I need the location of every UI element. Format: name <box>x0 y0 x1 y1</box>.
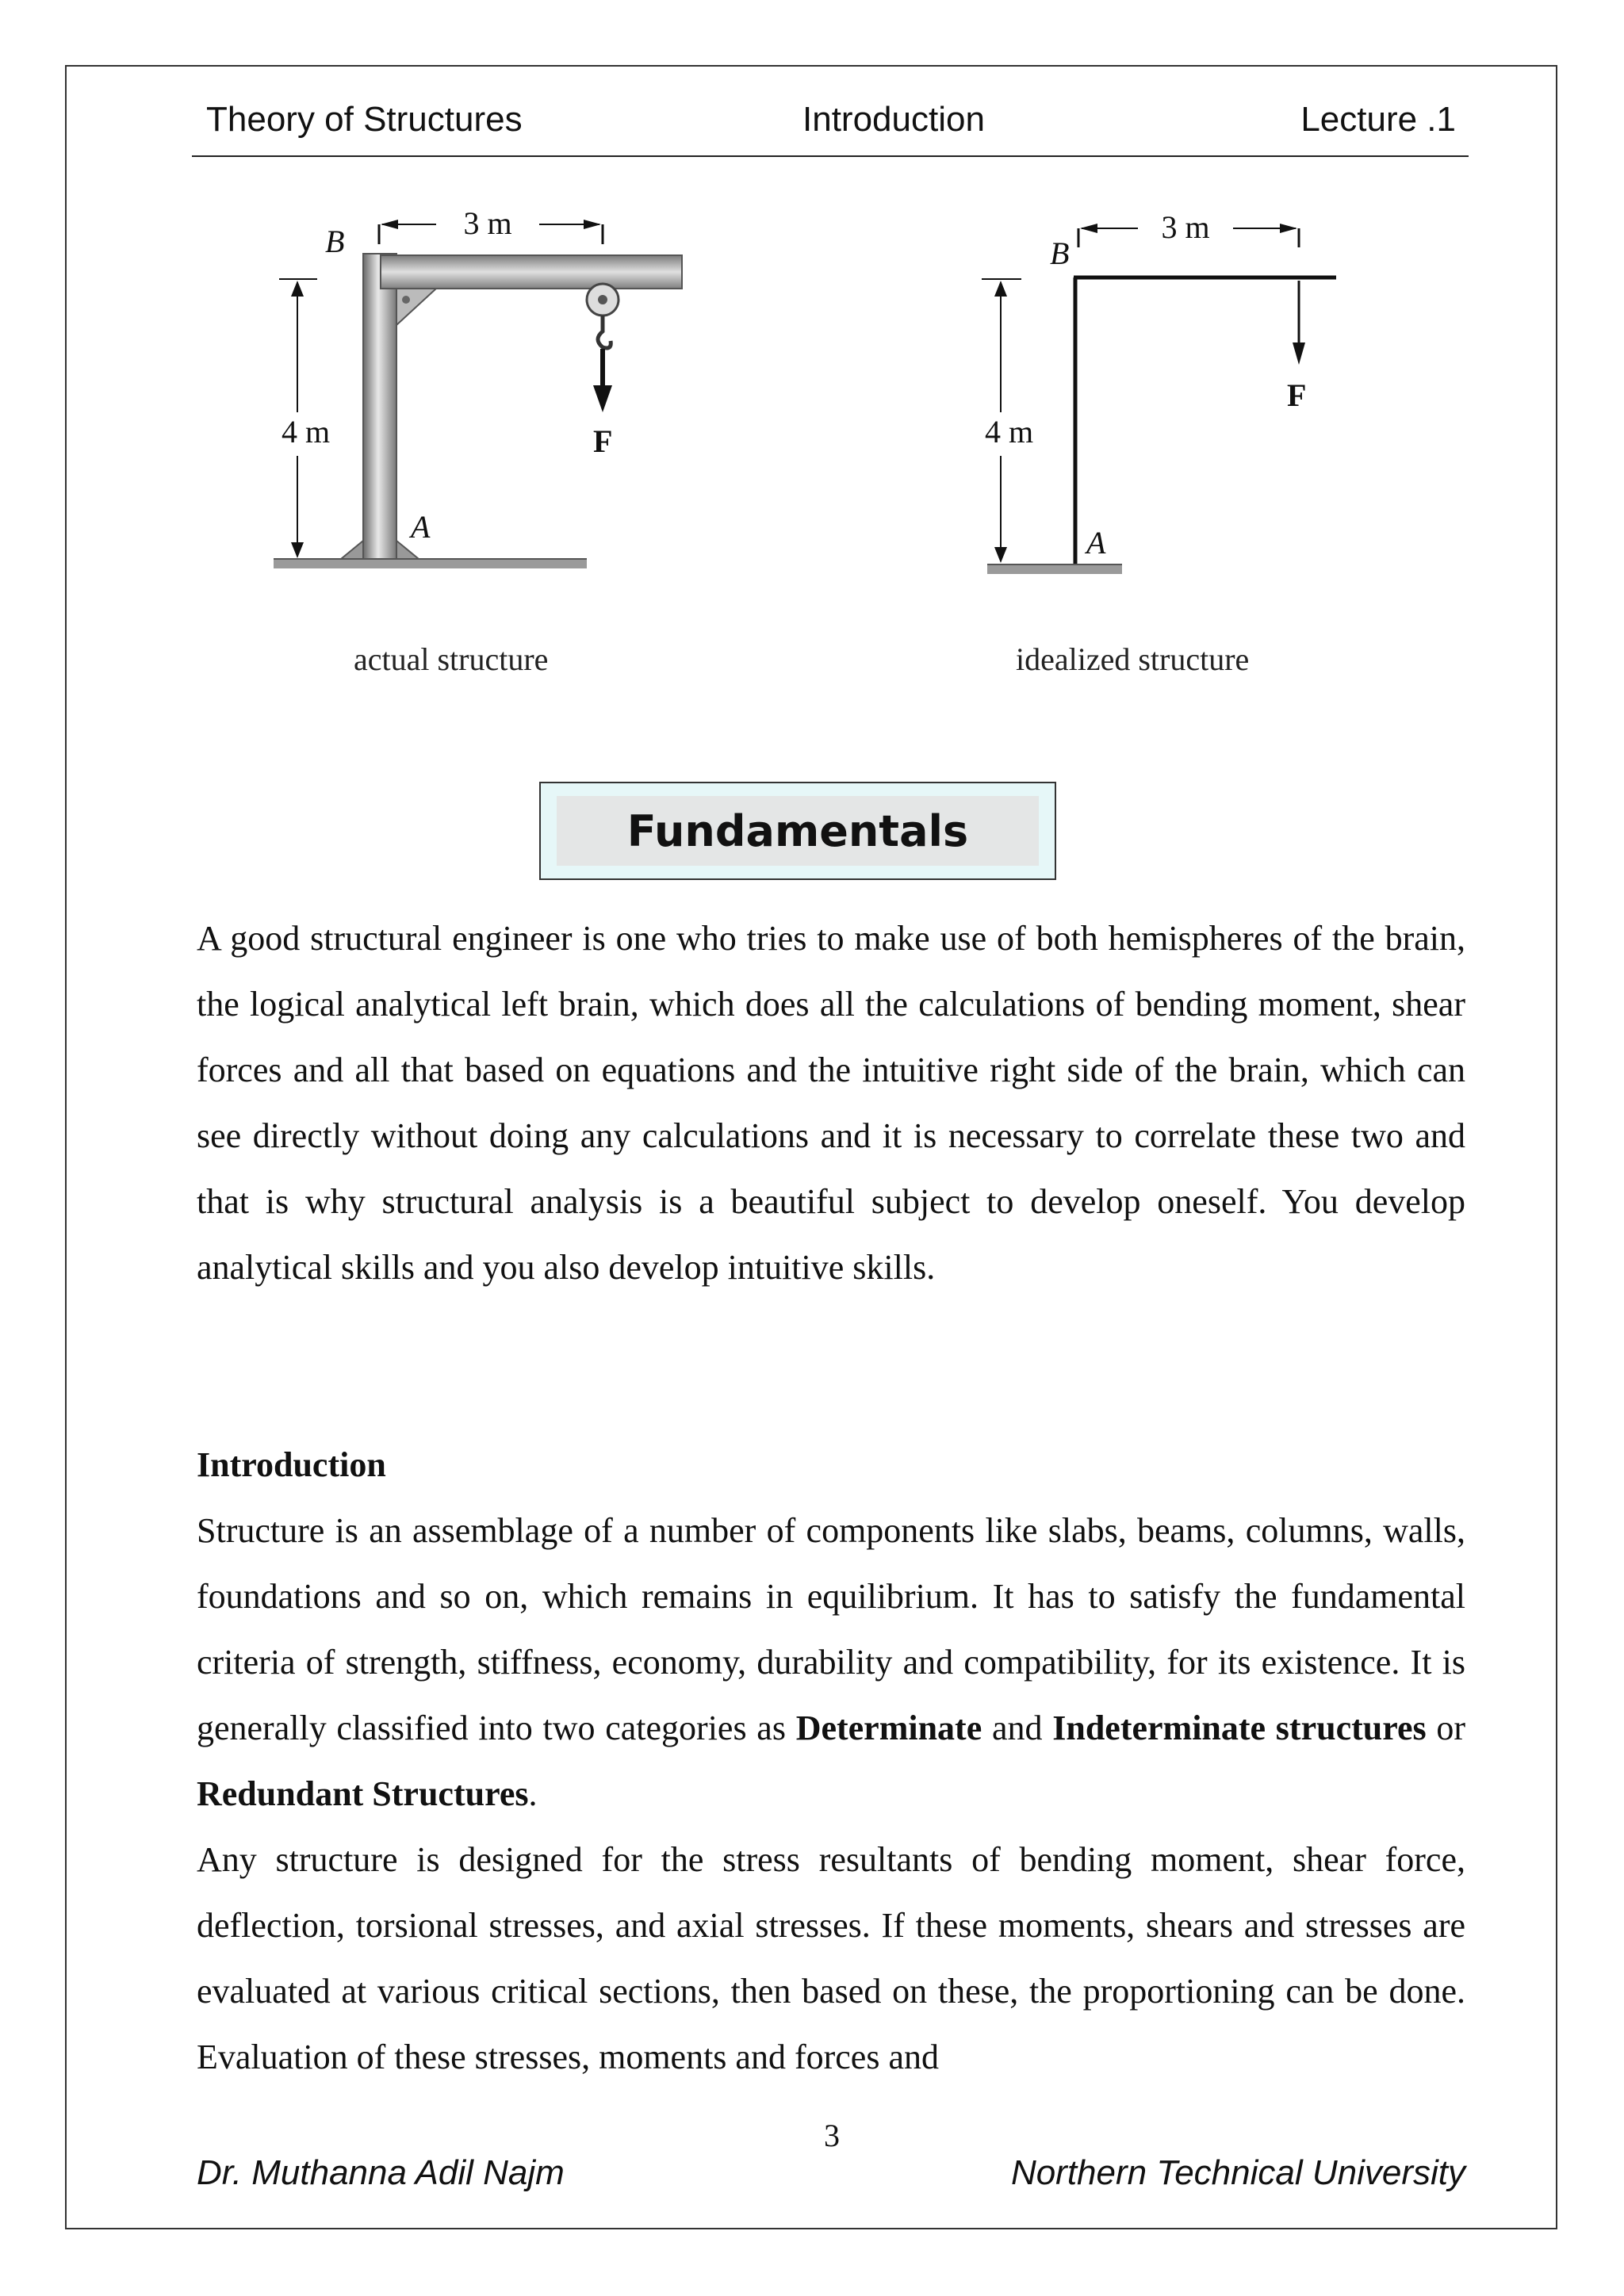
introduction-text <box>197 1498 1465 1827</box>
actual-span-label: 3 m <box>463 205 512 241</box>
fundamentals-paragraph <box>197 905 1465 1300</box>
word-or: or <box>1426 1709 1466 1747</box>
idealized-height-label: 4 m <box>985 414 1034 450</box>
idealized-span-label: 3 m <box>1161 209 1210 245</box>
header-course-title: Theory of Structures <box>206 100 523 139</box>
word-and: and <box>982 1709 1053 1747</box>
idealized-load-label: F <box>1287 377 1307 413</box>
actual-structure-figure <box>262 198 690 610</box>
actual-point-a: A <box>411 509 431 545</box>
sentence-period: . <box>528 1774 538 1813</box>
introduction-heading: Introduction <box>197 1445 386 1484</box>
footer-institution: Northern Technical University <box>1010 2153 1465 2192</box>
introduction-text-body: Structure is an assemblage of a number of components like slabs, beams, columns, walls, foundations and so on, which remains in equilibrium. It has to satisfy the fundamental criteria of strength, stiffness, economy, durability and compatibility, for its existence. It is generally classified into two categories as <box>197 1511 1465 1747</box>
idealized-point-a: A <box>1086 525 1106 561</box>
actual-load-label: F <box>593 423 613 459</box>
term-indeterminate: Indeterminate structures <box>1052 1709 1427 1747</box>
page-header <box>192 95 1469 157</box>
introduction-paragraph <box>197 1498 1465 1827</box>
stress-paragraph <box>197 1827 1465 2090</box>
actual-structure-caption: actual structure <box>354 641 549 677</box>
idealized-point-b: B <box>1050 235 1070 271</box>
idealized-structure-figure <box>967 198 1380 610</box>
header-section-title: Introduction <box>802 100 985 139</box>
page-footer <box>197 2153 1465 2201</box>
idealized-structure-caption: idealized structure <box>1016 641 1250 677</box>
term-determinate: Determinate <box>795 1709 982 1747</box>
fundamentals-title-box <box>539 782 1056 880</box>
term-redundant: Redundant Structures <box>197 1774 529 1813</box>
page-number: 3 <box>824 2118 840 2153</box>
actual-point-b: B <box>325 224 345 259</box>
fundamentals-text: A good structural engineer is one who tries to make use of both hemispheres of the brain, the logical analytical left brain, which does all the calculations of bending moment, shear forces and all that based on equations and the intuitive right side of the brain, which can see directly without doing any calculations and it is necessary to correlate these two and that is why structural analysis is a beautiful subject to develop oneself. You develop analytical skills and you also develop intuitive skills. <box>197 919 1465 1287</box>
stress-text: Any structure is designed for the stress resultants of bending moment, shear force, deflection, torsional stresses, and axial stresses. If these moments, shears and stresses are evaluated at various critical sections, then based on these, the proportioning can be done. Evaluation of these stresses, moments and forces and <box>197 1840 1465 2076</box>
actual-height-label: 4 m <box>282 414 331 450</box>
header-lecture-number: Lecture .1 <box>1300 100 1456 139</box>
footer-author: Dr. Muthanna Adil Najm <box>197 2153 565 2192</box>
fundamentals-title: Fundamentals <box>557 796 1039 866</box>
